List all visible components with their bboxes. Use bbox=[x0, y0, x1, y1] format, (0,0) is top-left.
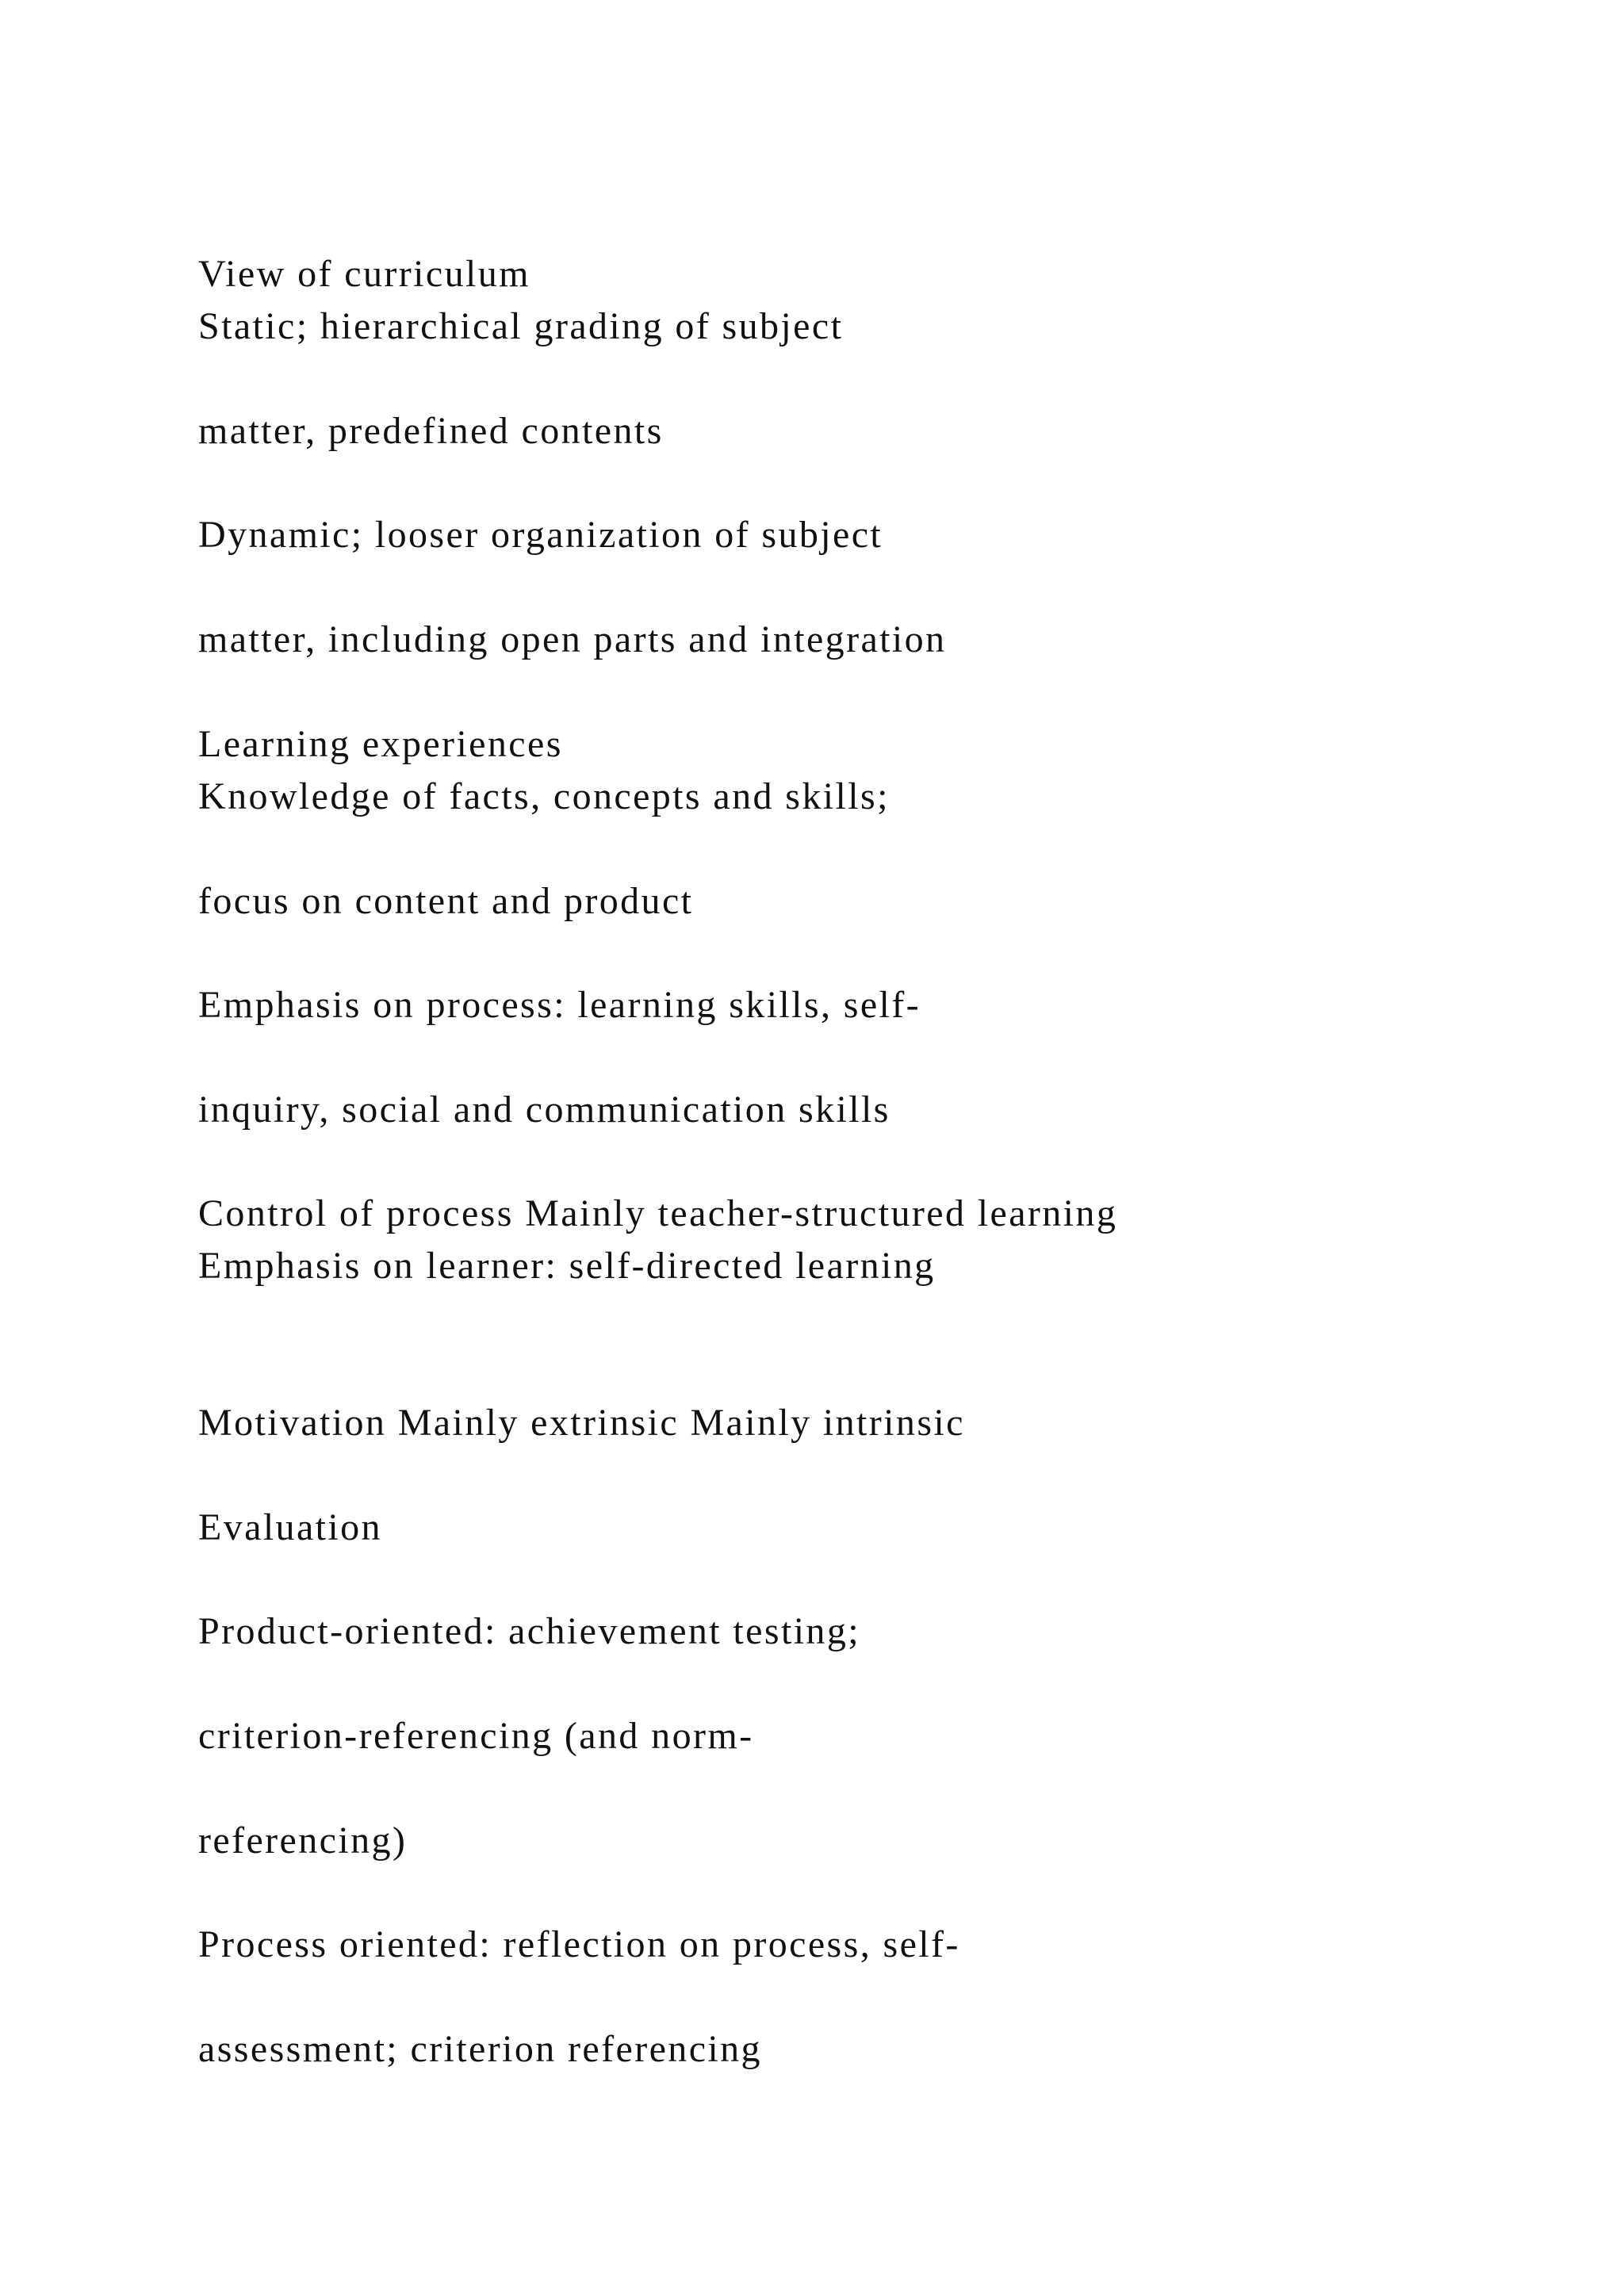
row-label-view-of-curriculum: View of curriculum bbox=[198, 253, 530, 295]
row-motivation: Motivation Mainly extrinsic Mainly intrinsic bbox=[198, 1402, 965, 1444]
text-line: assessment; criterion referencing bbox=[198, 2028, 762, 2070]
row-label-evaluation: Evaluation bbox=[198, 1506, 382, 1548]
text-line: referencing) bbox=[198, 1820, 408, 1862]
row-label-learning-experiences: Learning experiences bbox=[198, 723, 563, 765]
text-line: Emphasis on learner: self-directed learning bbox=[198, 1245, 936, 1287]
text-line: Product-oriented: achievement testing; bbox=[198, 1610, 860, 1652]
text-line: Emphasis on process: learning skills, self- bbox=[198, 984, 921, 1026]
text-line: matter, including open parts and integration bbox=[198, 618, 947, 660]
text-line: Dynamic; looser organization of subject bbox=[198, 514, 883, 556]
text-line: criterion-referencing (and norm- bbox=[198, 1715, 754, 1757]
text-line: inquiry, social and communication skills bbox=[198, 1089, 891, 1131]
text-line: focus on content and product bbox=[198, 880, 694, 922]
text-line: Knowledge of facts, concepts and skills; bbox=[198, 775, 890, 817]
text-line: matter, predefined contents bbox=[198, 410, 664, 452]
text-line: Process oriented: reflection on process, self- bbox=[198, 1923, 960, 1965]
row-control-of-process: Control of process Mainly teacher-structured learning bbox=[198, 1192, 1118, 1234]
text-line: Static; hierarchical grading of subject bbox=[198, 305, 844, 347]
